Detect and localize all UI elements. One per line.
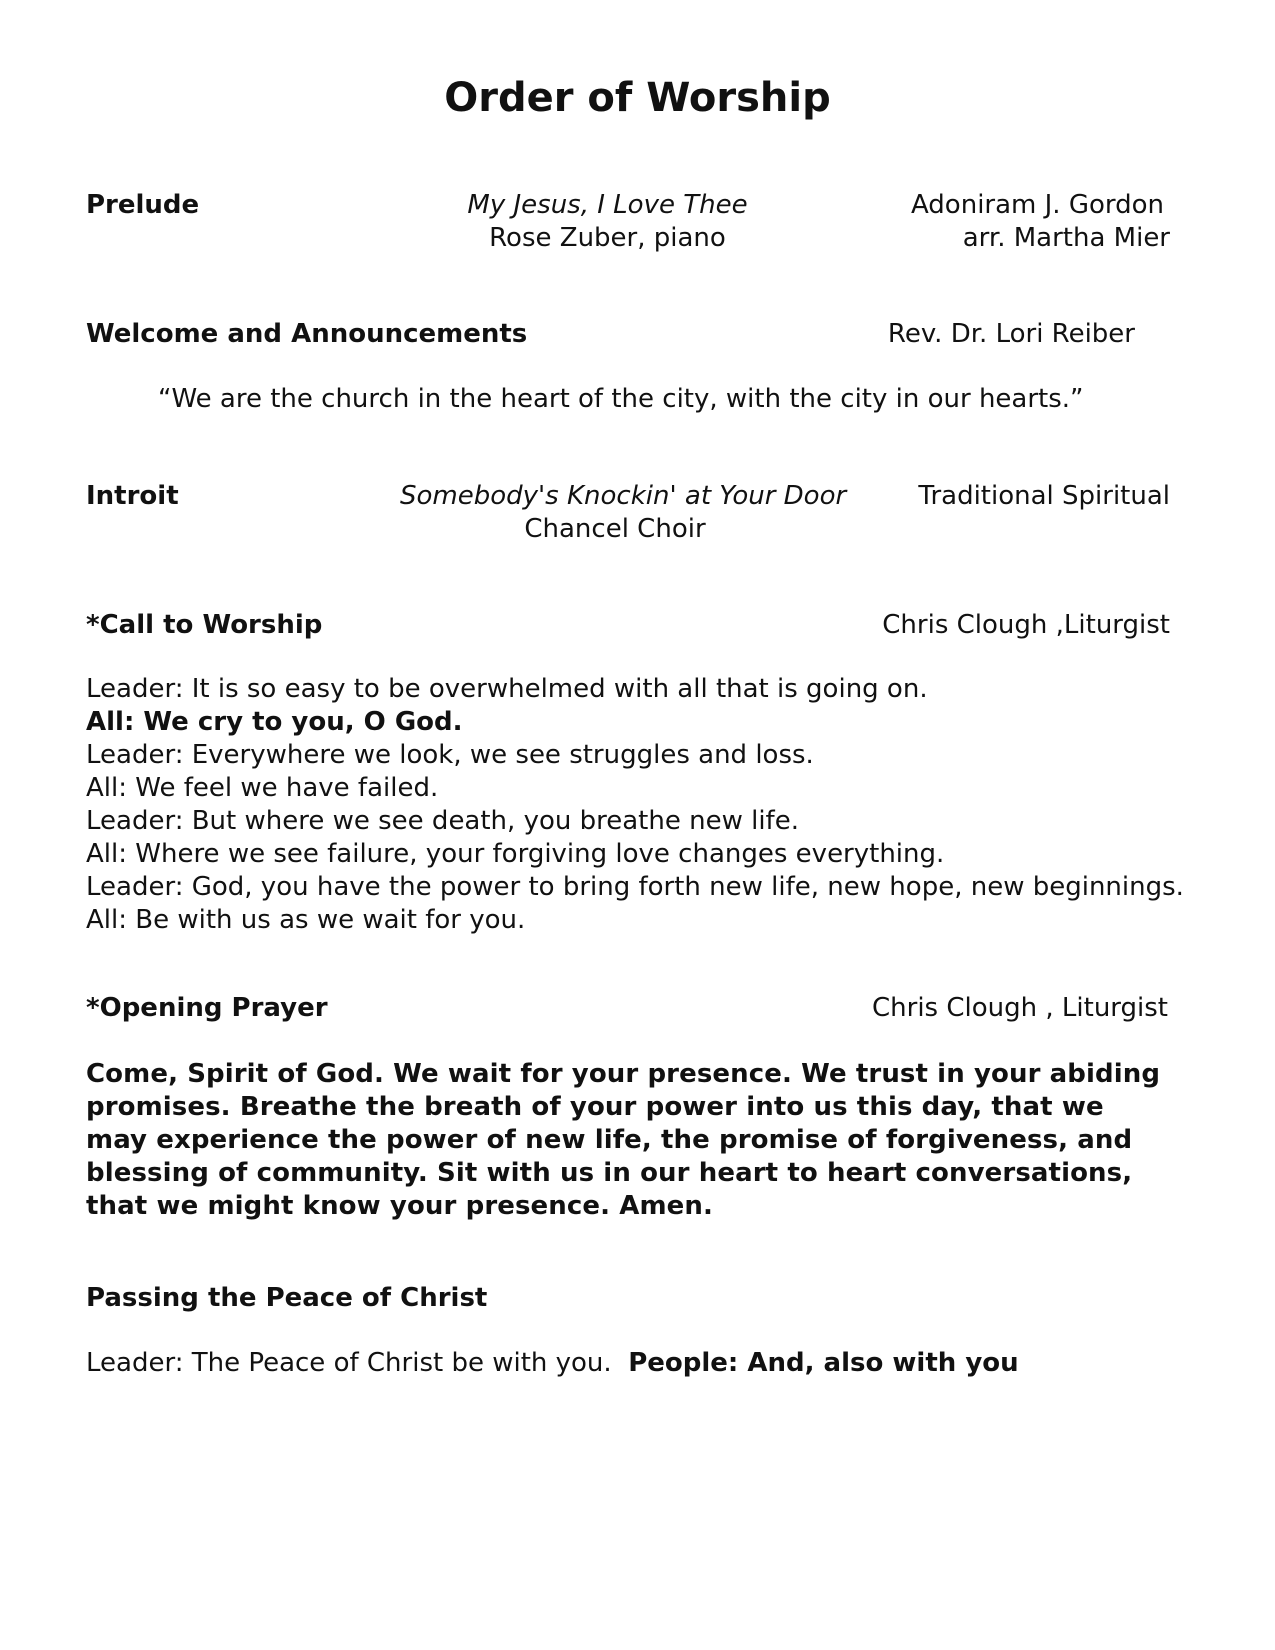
peace-heading: Passing the Peace of Christ: [86, 1283, 488, 1313]
opening-prayer-heading: *Opening Prayer: [86, 993, 328, 1023]
call-to-worship-heading: *Call to Worship: [86, 610, 323, 640]
peace-response: [86, 1348, 1019, 1378]
introit-heading: Introit: [86, 481, 179, 511]
prelude-composer: Adoniram J. Gordon: [910, 190, 1164, 220]
peace-leader-line: Leader: The Peace of Christ be with you.: [86, 1348, 612, 1378]
litany-line: Leader: God, you have the power to bring forth new life, new hope, new beginnings.: [86, 872, 1184, 902]
welcome-quote: “We are the church in the heart of the city, with the city in our hearts.”: [158, 384, 1084, 414]
opening-prayer-leader: Chris Clough , Liturgist: [872, 993, 1168, 1023]
call-to-worship-leader: Chris Clough ,Liturgist: [882, 610, 1170, 640]
peace-people-line: People: And, also with you: [628, 1348, 1019, 1378]
prayer-line: Come, Spirit of God. We wait for your presence. We trust in your abiding: [86, 1059, 1161, 1089]
prayer-line: that we might know your presence. Amen.: [86, 1191, 713, 1221]
litany-line: Leader: It is so easy to be overwhelmed with all that is going on.: [86, 674, 928, 704]
welcome-heading: Welcome and Announcements: [86, 319, 528, 349]
page-title: Order of Worship: [444, 75, 831, 121]
introit-performer: Chancel Choir: [524, 514, 706, 544]
litany-line: All: Be with us as we wait for you.: [86, 905, 526, 935]
introit-composer: Traditional Spiritual: [918, 481, 1170, 511]
litany-line: Leader: But where we see death, you breathe new life.: [86, 806, 799, 836]
prayer-line: blessing of community. Sit with us in our heart to heart conversations,: [86, 1158, 1133, 1188]
litany-line: All: Where we see failure, your forgiving love changes everything.: [86, 839, 945, 869]
call-to-worship-litany: [86, 673, 1184, 937]
prayer-line: promises. Breathe the breath of your power into us this day, that we: [86, 1092, 1104, 1122]
welcome-leader: Rev. Dr. Lori Reiber: [887, 319, 1135, 349]
prayer-line: may experience the power of new life, the promise of forgiveness, and: [86, 1125, 1133, 1155]
litany-line: All: We feel we have failed.: [86, 773, 439, 803]
opening-prayer-text: [86, 1058, 1186, 1223]
prelude-arranger: arr. Martha Mier: [962, 223, 1170, 253]
introit-piece: Somebody's Knockin' at Your Door: [400, 481, 847, 511]
litany-line: All: We cry to you, O God.: [86, 707, 463, 737]
prelude-heading: Prelude: [86, 190, 200, 220]
prelude-piece: My Jesus, I Love Thee: [467, 190, 748, 220]
litany-line: Leader: Everywhere we look, we see struggles and loss.: [86, 740, 814, 770]
prelude-performer: Rose Zuber, piano: [489, 223, 726, 253]
